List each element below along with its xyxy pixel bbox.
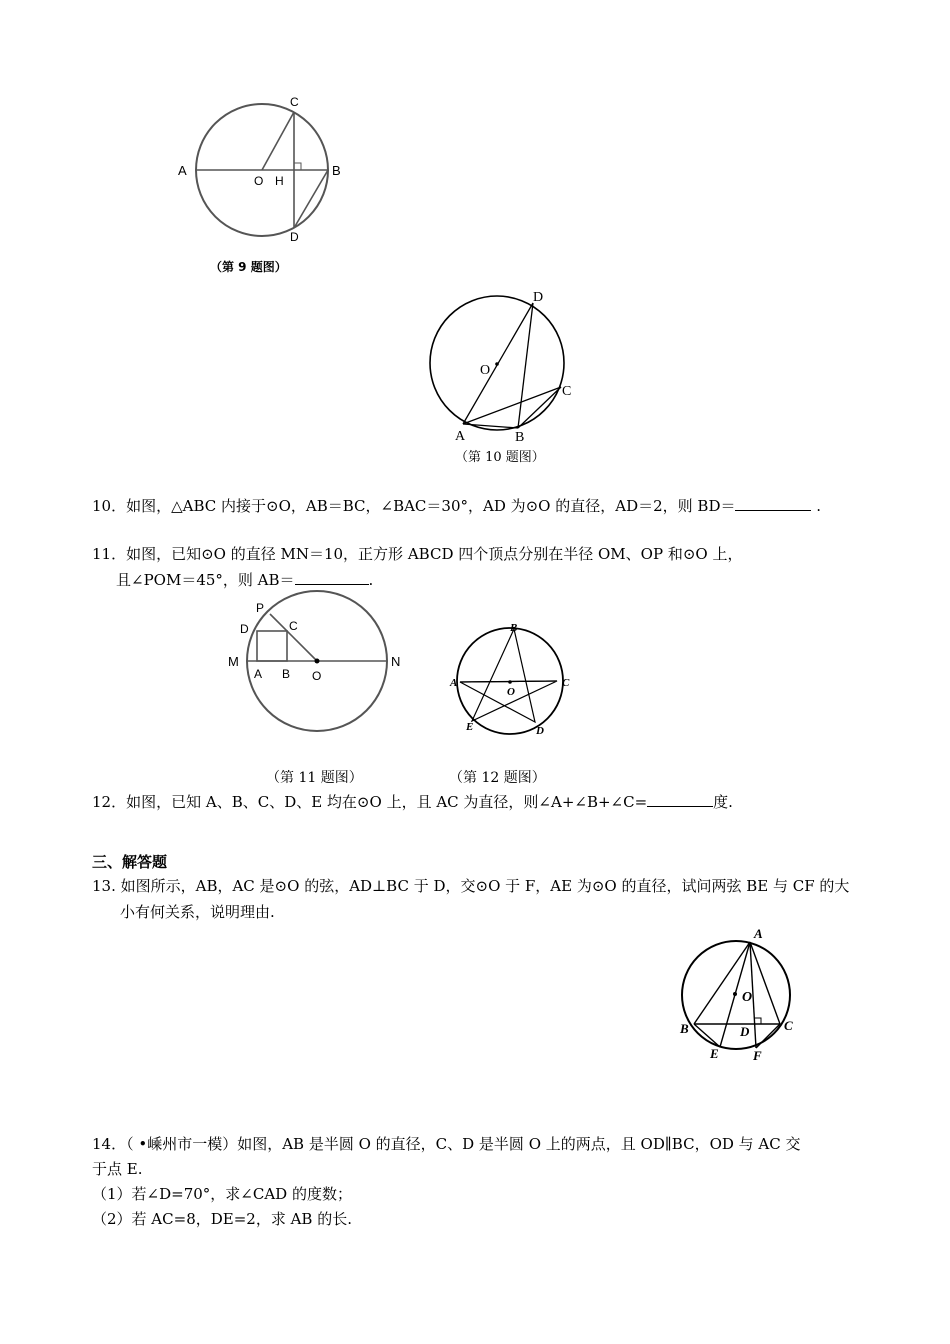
fig13-center-dot [733, 992, 737, 996]
fig11-label-m: M [228, 654, 239, 669]
figure-12 [448, 618, 578, 743]
fig12-label-e: E [466, 721, 474, 733]
fig10-label-d: D [533, 290, 544, 305]
question-12 [92, 791, 733, 812]
section-3-heading: 三、解答题 [92, 853, 168, 871]
fig11-label-d: D [240, 622, 249, 636]
question-10 [92, 495, 821, 516]
question-11-line-1: 11．如图，已知⊙O 的直径 MN＝10，正方形 ABCD 四个顶点分别在半径 OM、OP 和⊙O 上， [92, 545, 743, 563]
fig10-segment-ab [463, 424, 518, 428]
fig11-square-abcd [257, 631, 287, 661]
fig12-pentagram [460, 629, 557, 722]
figure-11 [225, 598, 410, 763]
question-12-text: 12．如图，已知 A、B、C、D、E 均在⊙O 上，且 AC 为直径，则∠A+∠B+∠C= [92, 793, 648, 811]
fig13-label-a: A [754, 926, 763, 941]
fig13-label-d: D [740, 1024, 750, 1039]
figure-10 [420, 283, 600, 448]
fig12-caption: （第 12 题图） [449, 770, 546, 786]
fig12-label-a: A [450, 677, 458, 689]
figure-9 [170, 90, 360, 255]
question-14-part-2: （2）若 AC=8，DE=2，求 AB 的长. [92, 1210, 352, 1228]
fig13-chord-ab [694, 942, 753, 1024]
question-14-part-1: （1）若∠D=70°，求∠CAD 的度数； [92, 1185, 352, 1203]
fig9-label-d: D [290, 230, 299, 244]
fig12-label-d: D [536, 725, 544, 737]
figure-13 [672, 920, 812, 1065]
fig9-label-b: B [332, 163, 341, 178]
fig11-caption: （第 11 题图） [266, 770, 363, 786]
fig11-center-dot [315, 659, 320, 664]
fig9-segment-oc [262, 112, 294, 170]
fig13-chord-cf [756, 1024, 780, 1048]
fig11-label-n: N [391, 654, 401, 669]
fig11-label-b: B [282, 667, 291, 681]
fig13-label-f: F [753, 1048, 762, 1063]
fig10-center-dot [495, 362, 499, 366]
question-14-line-1: 14．（ •嵊州市一模）如图，AB 是半圆 O 的直径，C、D 是半圆 O 上的两点，且 OD∥BC，OD 与 AC 交 [92, 1135, 801, 1153]
question-11-answer-blank[interactable] [295, 569, 369, 585]
fig9-label-c: C [290, 95, 299, 109]
fig10-segment-db [518, 303, 533, 428]
question-12-tail: 度. [713, 793, 733, 811]
fig11-label-a: A [254, 667, 263, 681]
fig10-label-b: B [515, 430, 525, 445]
fig12-label-o: O [507, 686, 515, 698]
fig13-chord-be [694, 1024, 720, 1047]
question-10-tail: . [816, 497, 822, 515]
fig10-label-o: O [480, 363, 491, 378]
fig12-label-b: B [510, 622, 518, 634]
fig11-label-c: C [289, 619, 298, 633]
fig9-caption: （第 9 题图） [210, 260, 287, 274]
question-13-line-1: 13. 如图所示，AB，AC 是⊙O 的弦，AD⊥BC 于 D，交⊙O 于 F，AE 为⊙O 的直径，试问两弦 BE 与 CF 的大 [92, 877, 850, 895]
fig9-label-h: H [275, 174, 284, 188]
question-10-text: 10．如图，△ABC 内接于⊙O，AB＝BC，∠BAC＝30°，AD 为⊙O 的直径，AD＝2，则 BD＝ [92, 497, 736, 515]
question-14-line-2: 于点 E. [92, 1160, 143, 1178]
fig10-segment-bc [518, 387, 561, 428]
question-11-line-2 [116, 569, 373, 590]
fig13-label-o: O [742, 990, 753, 1005]
fig9-right-angle-mark [294, 163, 301, 170]
fig11-label-o: O [312, 669, 322, 683]
fig9-segment-bd [294, 170, 328, 228]
fig9-label-o: O [254, 174, 264, 188]
fig10-label-c: C [562, 384, 572, 399]
question-11-tail: . [368, 571, 374, 589]
question-12-answer-blank[interactable] [647, 791, 713, 807]
question-10-answer-blank[interactable] [735, 495, 811, 511]
fig10-label-a: A [455, 429, 466, 444]
fig11-label-p: P [256, 601, 265, 615]
fig13-label-b: B [680, 1021, 689, 1036]
fig10-caption: （第 10 题图） [455, 450, 545, 465]
question-11-text: 且∠POM＝45°，则 AB＝ [116, 571, 295, 589]
fig13-right-angle-mark [755, 1018, 761, 1024]
question-13-line-2: 小有何关系，说明理由. [120, 903, 275, 921]
fig9-label-a: A [178, 163, 187, 178]
fig13-label-c: C [784, 1018, 793, 1033]
fig13-label-e: E [710, 1046, 719, 1061]
fig12-center-dot [508, 680, 512, 684]
fig10-segment-ac [463, 387, 561, 424]
fig12-label-c: C [562, 677, 570, 689]
